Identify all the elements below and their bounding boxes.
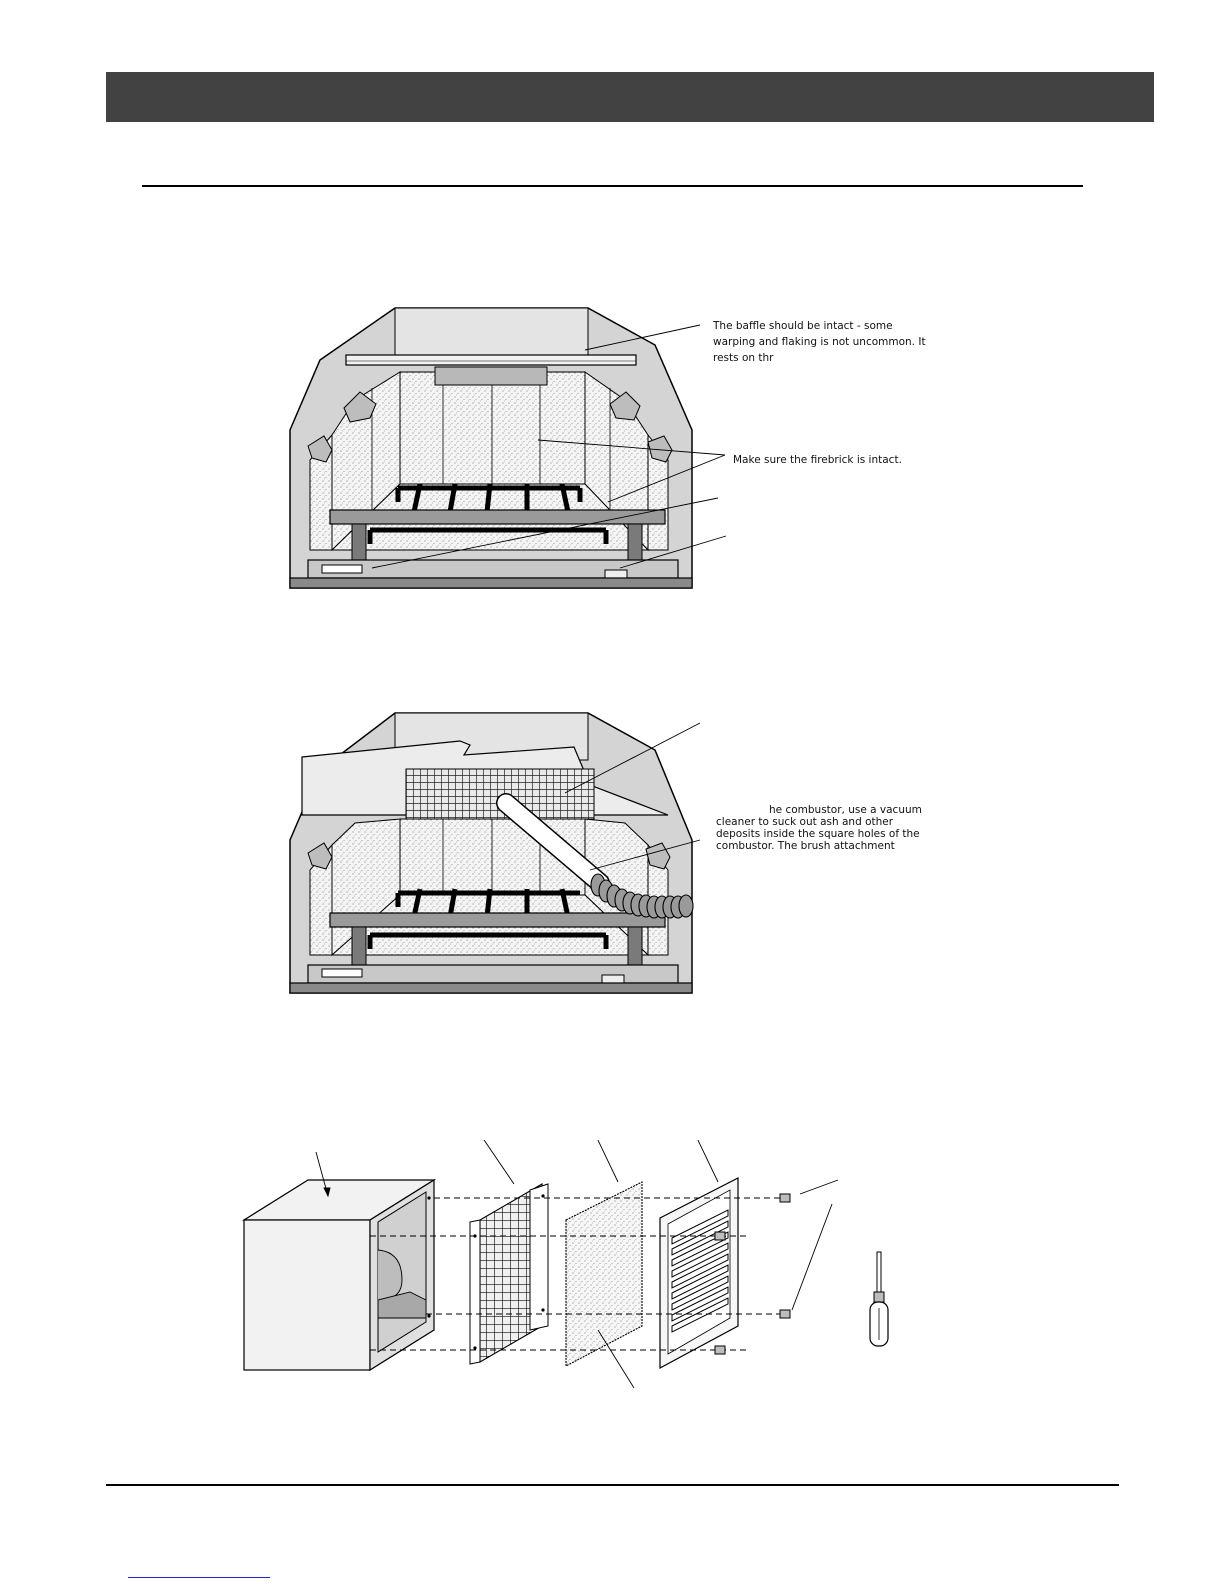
- header-bar: [106, 72, 1154, 122]
- combustor-callout-line-2: cleaner to suck out ash and other: [716, 816, 894, 828]
- baffle-callout-line-2: warping and flaking is not uncommon. It: [713, 336, 926, 348]
- firebrick-callout-line: Make sure the firebrick is intact.: [733, 454, 902, 466]
- baffle-callout: [713, 318, 943, 366]
- footer-rule: [106, 1484, 1119, 1486]
- baffle-callout-line-3: rests on thr: [713, 352, 774, 364]
- footer-link[interactable]: [128, 1577, 270, 1578]
- screwdriver-icon: [870, 1252, 888, 1346]
- combustor-callout: [716, 804, 956, 852]
- filter-assembly-exploded-icon: [230, 1140, 890, 1410]
- firebrick-callout: [733, 452, 963, 468]
- baffle-callout-line-1: The baffle should be intact - some: [713, 320, 893, 332]
- combustor-callout-line-1: he combustor, use a vacuum: [769, 804, 922, 816]
- combustor-callout-line-4: combustor. The brush attachment: [716, 840, 895, 852]
- combustor-callout-line-3: deposits inside the square holes of the: [716, 828, 920, 840]
- fireplace-firebox-cutaway-icon: [280, 300, 740, 600]
- section-rule: [142, 185, 1083, 187]
- fireplace-with-vacuum-icon: [280, 705, 740, 1005]
